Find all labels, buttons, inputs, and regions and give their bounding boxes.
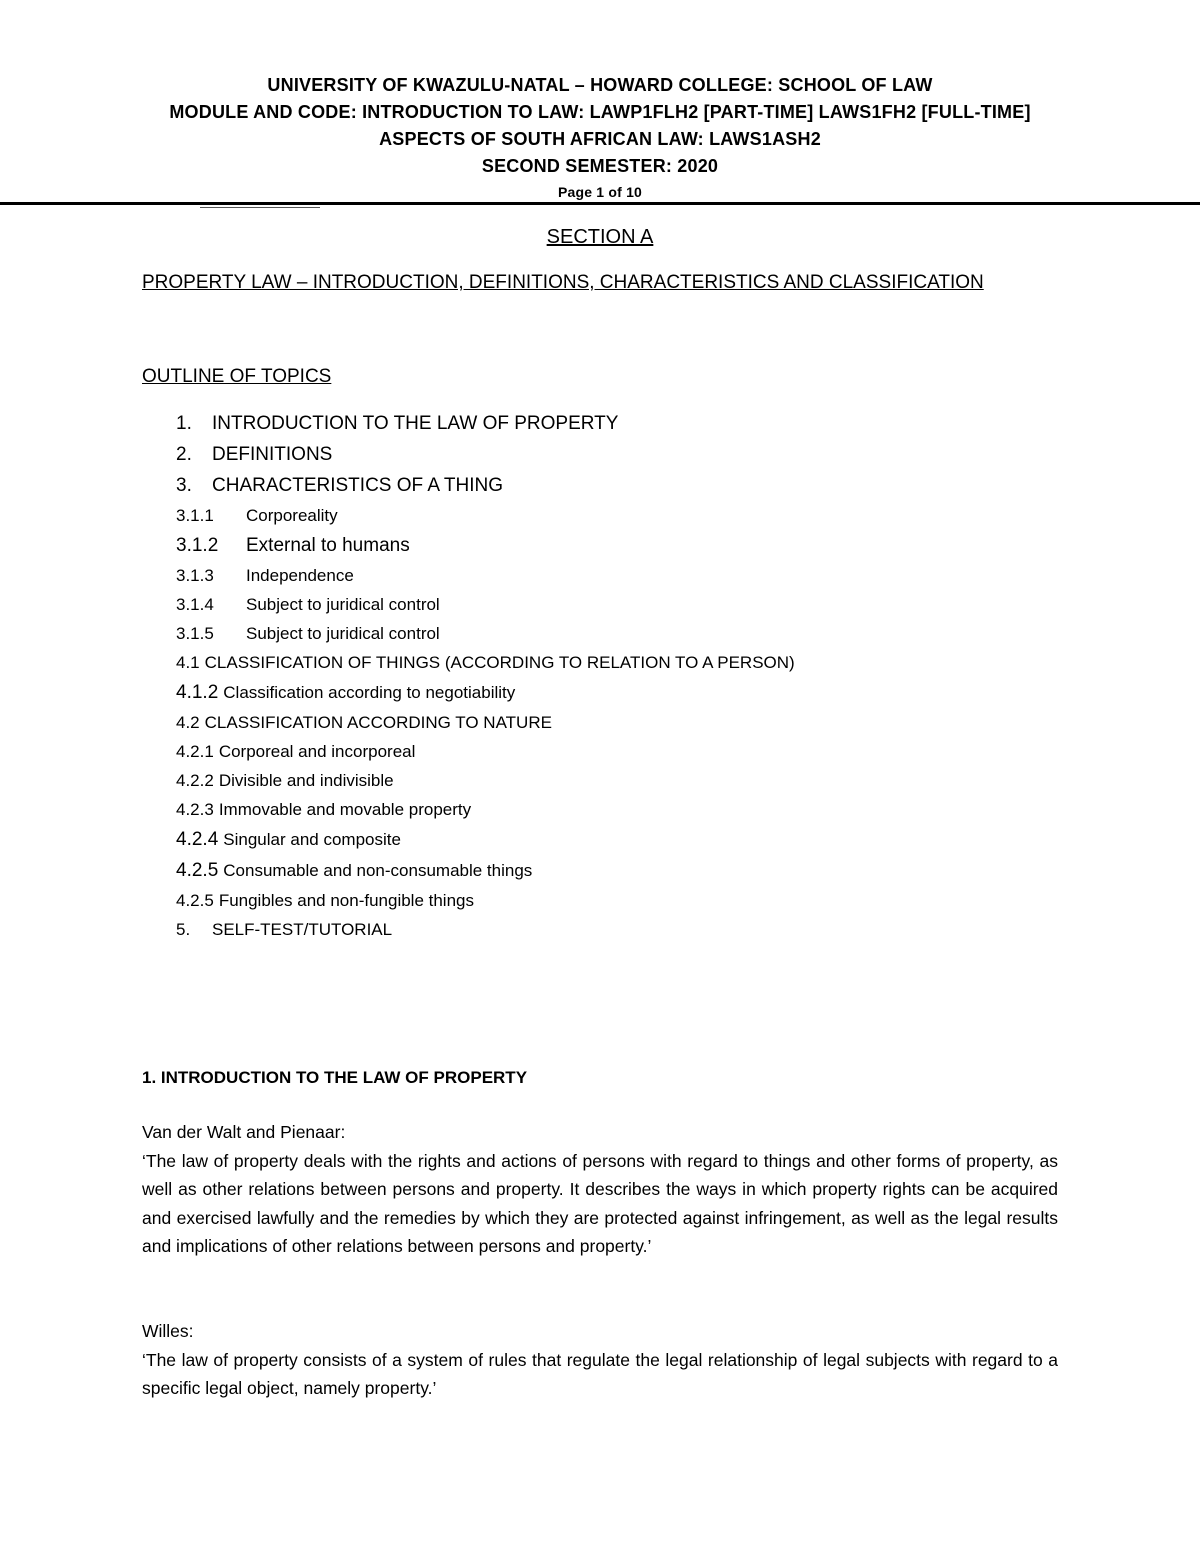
outline-item <box>176 470 1076 501</box>
outline-item-text: Corporeality <box>246 506 338 525</box>
outline-item-text: Corporeal and incorporeal <box>218 742 416 761</box>
outline-item-number: 4.1.2 <box>176 682 219 703</box>
outline-item-number: 3.1.4 <box>176 595 214 614</box>
document-header <box>0 72 1200 202</box>
outline-item <box>176 915 1076 944</box>
outline-item-text: CLASSIFICATION ACCORDING TO NATURE <box>204 713 552 732</box>
outline-item-text: Singular and composite <box>223 830 401 849</box>
outline-item <box>176 530 1076 561</box>
outline-item <box>176 561 1076 590</box>
header-semester: SECOND SEMESTER: 2020 <box>481 156 719 176</box>
outline-item <box>176 619 1076 648</box>
body-heading: 1. INTRODUCTION TO THE LAW OF PROPERTY <box>142 1068 528 1087</box>
outline-item-number: 3. <box>176 475 192 496</box>
section-subtitle: PROPERTY LAW – INTRODUCTION, DEFINITIONS, CHARACTERISTICS AND CLASSIFICATION <box>142 272 984 293</box>
outline-item-text: Classification according to negotiability <box>223 683 516 702</box>
outline-item <box>176 408 1076 439</box>
outline-item-number: 3.1.2 <box>176 535 219 556</box>
outline-item-text: Immovable and movable property <box>218 800 472 819</box>
section-title: SECTION A <box>546 226 654 248</box>
outline-item <box>176 590 1076 619</box>
outline-item-number: 5. <box>176 920 191 939</box>
outline-item <box>176 886 1076 915</box>
outline-item-number: 3.1.3 <box>176 566 214 585</box>
outline-item-text: Subject to juridical control <box>246 595 440 614</box>
definition-van-der-walt <box>142 1118 1058 1261</box>
outline-item-number: 4.2 <box>176 713 200 732</box>
header-university: UNIVERSITY OF KWAZULU-NATAL – HOWARD COLLEGE: SCHOOL OF LAW <box>267 75 933 95</box>
outline-item <box>176 439 1076 470</box>
outline-item-number: 2. <box>176 444 192 465</box>
outline-list <box>176 408 1076 944</box>
outline-item <box>176 795 1076 824</box>
page-number: Page 1 of 10 <box>557 184 643 200</box>
header-aspects: ASPECTS OF SOUTH AFRICAN LAW: LAWS1ASH2 <box>379 129 821 149</box>
outline-item <box>176 677 1076 708</box>
header-divider <box>0 202 1200 205</box>
outline-item-text: Independence <box>246 566 354 585</box>
outline-item-number: 3.1.1 <box>176 506 214 525</box>
outline-item <box>176 708 1076 737</box>
outline-item <box>176 737 1076 766</box>
outline-item-text: External to humans <box>246 535 410 556</box>
outline-item-number: 3.1.5 <box>176 624 214 643</box>
outline-item-number: 4.2.5 <box>176 860 219 881</box>
definition-willes <box>142 1317 1058 1403</box>
definition-quote: ‘The law of property consists of a system of rules that regulate the legal relationship of legal subjects with regard to a specific legal object, namely property.’ <box>142 1349 1058 1398</box>
outline-item-text: INTRODUCTION TO THE LAW OF PROPERTY <box>212 413 619 434</box>
outline-item-text: SELF-TEST/TUTORIAL <box>212 920 393 939</box>
outline-item-text: DEFINITIONS <box>212 444 333 465</box>
outline-item-number: 4.2.2 <box>176 771 214 790</box>
outline-item-text: Divisible and indivisible <box>218 771 394 790</box>
header-divider-accent <box>200 207 320 208</box>
outline-item <box>176 648 1076 677</box>
outline-item <box>176 501 1076 530</box>
outline-item-number: 4.2.3 <box>176 800 214 819</box>
outline-item-text: Subject to juridical control <box>246 624 440 643</box>
outline-item-text: Fungibles and non-fungible things <box>218 891 474 910</box>
header-module-code: MODULE AND CODE: INTRODUCTION TO LAW: LAWP1FLH2 [PART-TIME] LAWS1FH2 [FULL-TIME] <box>169 102 1031 122</box>
outline-item-number: 1. <box>176 413 192 434</box>
outline-item <box>176 855 1076 886</box>
outline-item-number: 4.2.5 <box>176 891 214 910</box>
outline-title: OUTLINE OF TOPICS <box>142 366 332 387</box>
outline-item-text: CHARACTERISTICS OF A THING <box>212 475 504 496</box>
outline-item-text: CLASSIFICATION OF THINGS (ACCORDING TO RELATION TO A PERSON) <box>204 653 795 672</box>
outline-item-number: 4.2.1 <box>176 742 214 761</box>
definition-quote: ‘The law of property deals with the rights and actions of persons with regard to things and other forms of property, as well as other relations between persons and property. It describes the ways in which property rights can be acquired and exercised lawfully and the remedies by which they are protected against infringement, as well as the legal results and implications of other relations between persons and property.’ <box>142 1150 1058 1256</box>
outline-item <box>176 766 1076 795</box>
definition-source: Van der Walt and Pienaar: <box>142 1122 346 1142</box>
outline-item-text: Consumable and non-consumable things <box>223 861 533 880</box>
outline-item-number: 4.2.4 <box>176 829 219 850</box>
definition-source: Willes: <box>142 1321 194 1341</box>
outline-item-number: 4.1 <box>176 653 200 672</box>
outline-item <box>176 824 1076 855</box>
